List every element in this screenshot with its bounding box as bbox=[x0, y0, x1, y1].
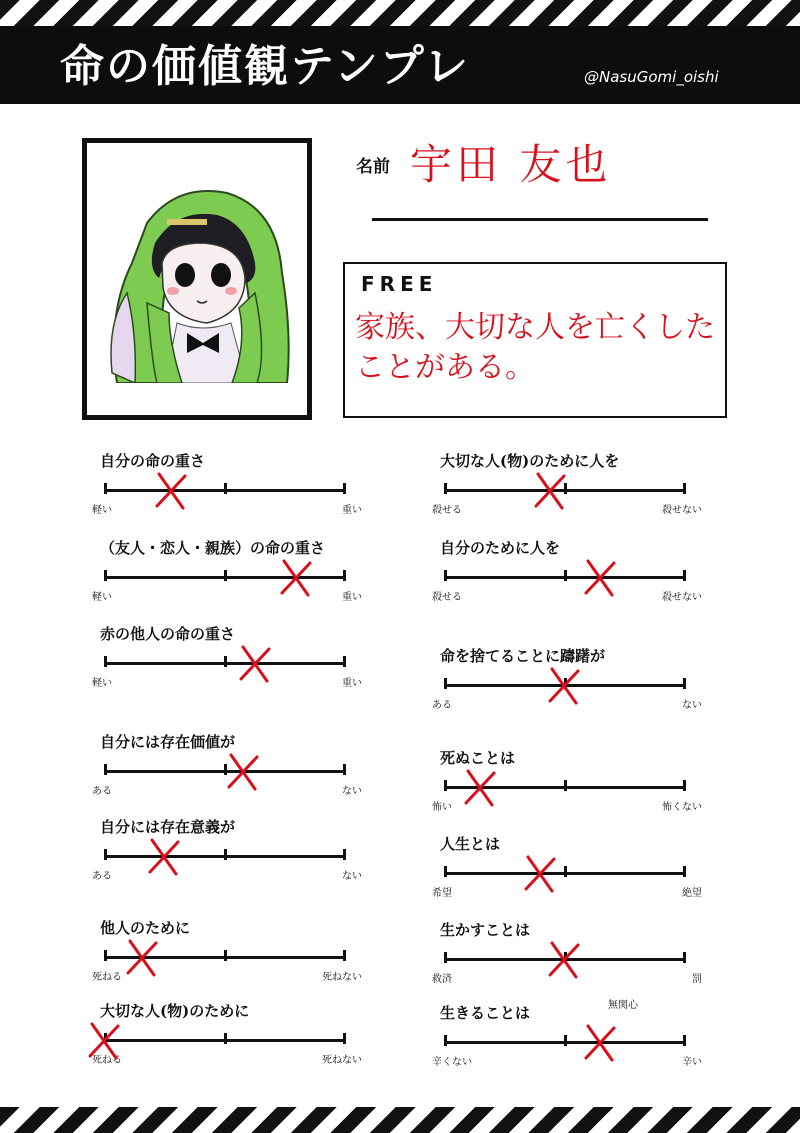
scale-high-label: ない bbox=[682, 700, 702, 711]
scale-question: 生きることは bbox=[440, 1004, 531, 1022]
scale-low-label: 殺せる bbox=[432, 505, 462, 516]
scale-mid-label: 無関心 bbox=[608, 1000, 638, 1011]
scale-item bbox=[92, 623, 362, 703]
name-label: 名前 bbox=[356, 157, 390, 177]
scale-question: 他人のために bbox=[100, 919, 191, 937]
scale-item bbox=[92, 450, 362, 530]
scale-x-mark bbox=[146, 836, 182, 876]
scale-tick bbox=[683, 570, 686, 581]
scale-x-mark bbox=[225, 751, 261, 791]
scale-tick bbox=[104, 849, 107, 860]
scale-tick bbox=[683, 952, 686, 963]
scale-question: 生かすことは bbox=[440, 921, 531, 939]
scale-tick bbox=[683, 678, 686, 689]
scale-tick bbox=[343, 1033, 346, 1044]
scale-item bbox=[432, 645, 702, 725]
scale-tick bbox=[104, 483, 107, 494]
scale-low-label: 軽い bbox=[92, 592, 112, 603]
scale-high-label: 殺せない bbox=[662, 505, 702, 516]
scale-question: （友人・恋人・親族）の命の重さ bbox=[100, 539, 326, 557]
scale-x-mark bbox=[582, 557, 618, 597]
scale-low-label: 救済 bbox=[432, 974, 452, 985]
scale-tick bbox=[564, 866, 567, 877]
scale-x-mark bbox=[582, 1022, 618, 1062]
scale-question: 赤の他人の命の重さ bbox=[100, 625, 236, 643]
page-title: 命の価値観テンプレ bbox=[60, 41, 471, 92]
scale-low-label: 死ねる bbox=[92, 1055, 122, 1066]
scale-tick bbox=[444, 780, 447, 791]
scale-high-label: 辛い bbox=[682, 1057, 702, 1068]
scale-question: 命を捨てることに躊躇が bbox=[440, 647, 606, 665]
scale-question: 自分には存在意義が bbox=[100, 818, 236, 836]
scale-tick bbox=[224, 950, 227, 961]
scale-x-mark bbox=[522, 853, 558, 893]
scale-tick bbox=[564, 570, 567, 581]
scale-tick bbox=[564, 1035, 567, 1046]
scale-tick bbox=[224, 570, 227, 581]
scale-tick bbox=[343, 849, 346, 860]
scale-tick bbox=[683, 1035, 686, 1046]
scale-question: 大切な人(物)のために人を bbox=[440, 452, 620, 470]
scale-x-mark bbox=[546, 939, 582, 979]
scale-tick bbox=[343, 764, 346, 775]
scale-high-label: 怖くない bbox=[662, 802, 702, 813]
scale-high-label: 重い bbox=[342, 678, 362, 689]
scale-tick bbox=[104, 764, 107, 775]
scale-high-label: 死ねない bbox=[322, 972, 362, 983]
scale-item bbox=[432, 833, 702, 913]
free-box bbox=[343, 262, 727, 418]
scale-tick bbox=[224, 849, 227, 860]
scale-high-label: 殺せない bbox=[662, 592, 702, 603]
scale-x-mark bbox=[237, 643, 273, 683]
free-label: FREE bbox=[361, 272, 438, 296]
scale-item bbox=[92, 537, 362, 617]
scale-low-label: 軽い bbox=[92, 505, 112, 516]
scale-x-mark bbox=[462, 767, 498, 807]
scale-high-label: 絶望 bbox=[682, 888, 702, 899]
scale-tick bbox=[343, 656, 346, 667]
scale-tick bbox=[104, 950, 107, 961]
scale-tick bbox=[444, 866, 447, 877]
scale-low-label: ある bbox=[92, 871, 112, 882]
scale-tick bbox=[224, 483, 227, 494]
scale-x-mark bbox=[546, 665, 582, 705]
portrait-frame bbox=[82, 138, 312, 420]
scale-tick bbox=[683, 866, 686, 877]
scale-tick bbox=[564, 780, 567, 791]
name-value: 宇田 友也 bbox=[410, 140, 612, 189]
scale-tick bbox=[683, 780, 686, 791]
scale-x-mark bbox=[153, 470, 189, 510]
scale-item bbox=[92, 816, 362, 896]
scale-question: 自分の命の重さ bbox=[100, 452, 206, 470]
scale-item bbox=[92, 1000, 362, 1080]
scale-low-label: 軽い bbox=[92, 678, 112, 689]
free-text: 家族、大切な人を亡くしたことがある。 bbox=[355, 310, 715, 385]
scale-tick bbox=[444, 678, 447, 689]
name-underline bbox=[372, 218, 708, 221]
scale-low-label: 死ねる bbox=[92, 972, 122, 983]
scale-item bbox=[432, 1000, 702, 1082]
scale-item bbox=[432, 450, 702, 530]
scale-question: 死ぬことは bbox=[440, 749, 516, 767]
scale-low-label: 殺せる bbox=[432, 592, 462, 603]
scale-tick bbox=[444, 1035, 447, 1046]
scale-item bbox=[92, 917, 362, 997]
scale-x-mark bbox=[124, 937, 160, 977]
scale-item bbox=[92, 731, 362, 811]
author-handle: @NasuGomi_oishi bbox=[584, 68, 719, 86]
scale-low-label: 希望 bbox=[432, 888, 452, 899]
scale-tick bbox=[343, 570, 346, 581]
scale-high-label: ない bbox=[342, 786, 362, 797]
scale-x-mark bbox=[278, 557, 314, 597]
scale-high-label: 重い bbox=[342, 505, 362, 516]
character-portrait bbox=[107, 183, 293, 383]
scale-item bbox=[432, 919, 702, 999]
scale-high-label: ない bbox=[342, 871, 362, 882]
scale-high-label: 罰 bbox=[692, 974, 702, 985]
scale-tick bbox=[224, 1033, 227, 1044]
scale-high-label: 重い bbox=[342, 592, 362, 603]
scale-low-label: ある bbox=[92, 786, 112, 797]
scale-tick bbox=[444, 952, 447, 963]
scale-low-label: 怖い bbox=[432, 802, 452, 813]
scale-item bbox=[432, 537, 702, 617]
scale-tick bbox=[104, 570, 107, 581]
scale-high-label: 死ねない bbox=[322, 1055, 362, 1066]
scale-low-label: ある bbox=[432, 700, 452, 711]
scale-tick bbox=[224, 656, 227, 667]
scale-tick bbox=[104, 656, 107, 667]
scale-item bbox=[432, 747, 702, 827]
scale-tick bbox=[343, 950, 346, 961]
scale-x-mark bbox=[532, 470, 568, 510]
scale-tick bbox=[683, 483, 686, 494]
scale-question: 自分のために人を bbox=[440, 539, 561, 557]
scale-x-mark bbox=[86, 1020, 122, 1060]
scale-tick bbox=[343, 483, 346, 494]
scale-question: 自分には存在価値が bbox=[100, 733, 236, 751]
scale-question: 大切な人(物)のために bbox=[100, 1002, 250, 1020]
scale-question: 人生とは bbox=[440, 835, 501, 853]
scale-low-label: 辛くない bbox=[432, 1057, 472, 1068]
bottom-stripe-border bbox=[0, 1107, 800, 1133]
scale-tick bbox=[444, 570, 447, 581]
scale-tick bbox=[444, 483, 447, 494]
top-stripe-border bbox=[0, 0, 800, 26]
